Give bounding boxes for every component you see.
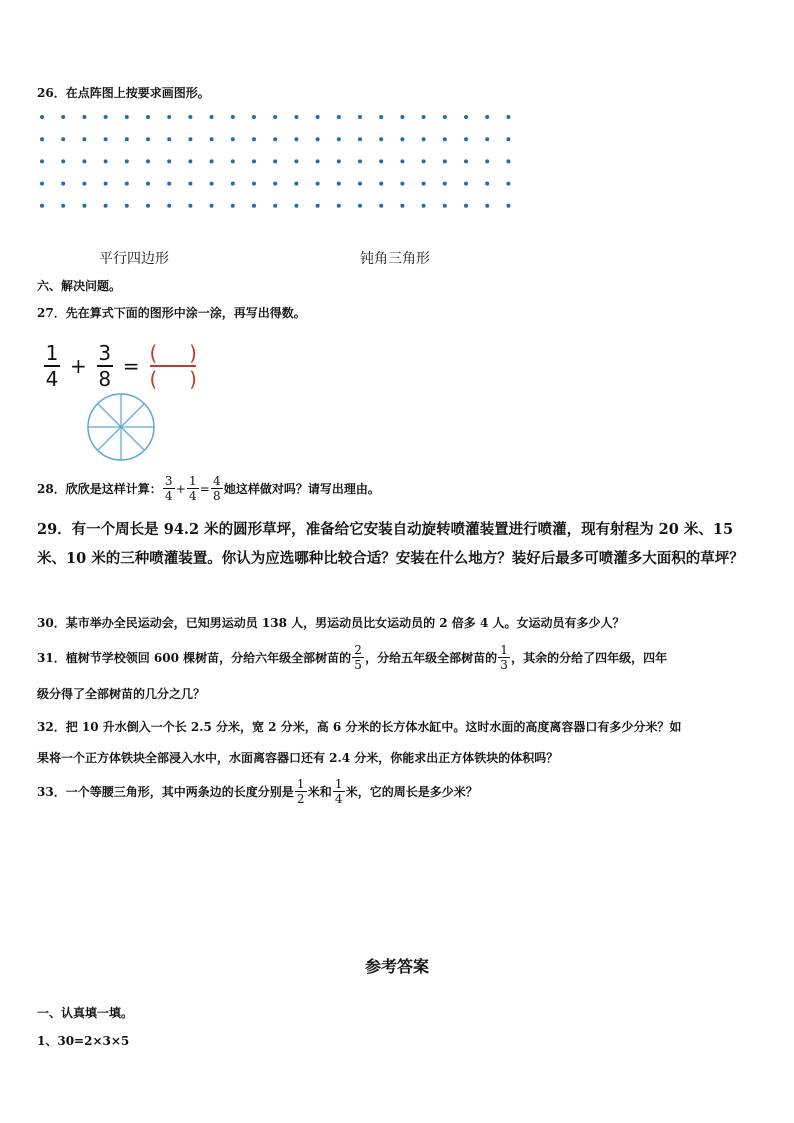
q27-fraction-1: [44, 343, 60, 389]
q31-part2: ，分给五年级全部树苗的: [365, 651, 498, 665]
grid-dot[interactable]: [294, 115, 298, 119]
grid-dot[interactable]: [400, 137, 404, 141]
grid-dot[interactable]: [125, 182, 129, 186]
grid-dot[interactable]: [231, 115, 235, 119]
grid-dot[interactable]: [316, 137, 320, 141]
grid-dot[interactable]: [40, 182, 44, 186]
grid-dot[interactable]: [422, 204, 426, 208]
q28-plus: +: [175, 481, 186, 496]
q33-part1: 33．一个等腰三角形，其中两条边的长度分别是: [37, 785, 294, 799]
q31-fraction-a: $\frac{2}{5}$: [353, 644, 363, 671]
grid-dot[interactable]: [167, 137, 171, 141]
q28-fraction-a: $\frac{3}{4}$: [164, 475, 174, 502]
q27-blank-numerator: ( ): [149, 341, 197, 365]
q27-equals: =: [122, 354, 140, 378]
grid-dot[interactable]: [294, 159, 298, 163]
q27-f1-numerator: 1: [45, 341, 59, 365]
grid-dot[interactable]: [464, 115, 468, 119]
grid-dot[interactable]: [104, 115, 108, 119]
q27-answer-blank[interactable]: [150, 343, 197, 389]
q28-fraction-c: $\frac{4}{8}$: [212, 475, 222, 502]
question-31-line2: 级分得了全部树苗的几分之几？: [37, 687, 206, 701]
grid-dot[interactable]: [82, 137, 86, 141]
grid-dot[interactable]: [485, 182, 489, 186]
grid-dot[interactable]: [188, 204, 192, 208]
grid-dot[interactable]: [422, 159, 426, 163]
grid-dot[interactable]: [358, 137, 362, 141]
q27-plus: +: [70, 354, 87, 378]
q28-equals: =: [199, 481, 210, 496]
grid-dot[interactable]: [464, 182, 468, 186]
grid-dot[interactable]: [252, 204, 256, 208]
grid-dot[interactable]: [82, 159, 86, 163]
grid-dot[interactable]: [188, 182, 192, 186]
grid-dot[interactable]: [400, 204, 404, 208]
grid-dot[interactable]: [506, 159, 510, 163]
q33-fraction-b: $\frac{1}{4}$: [334, 778, 344, 805]
grid-dot[interactable]: [316, 204, 320, 208]
question-30: 30．某市举办全民运动会，已知男运动员 138 人，男运动员比女运动员的 2 倍多 4 人。女运动员有多少人？: [37, 616, 625, 630]
grid-dot[interactable]: [125, 204, 129, 208]
grid-dot[interactable]: [485, 115, 489, 119]
grid-dot[interactable]: [294, 182, 298, 186]
grid-dot[interactable]: [61, 115, 65, 119]
grid-dot[interactable]: [210, 115, 214, 119]
grid-dot[interactable]: [443, 182, 447, 186]
grid-dot[interactable]: [146, 182, 150, 186]
grid-dot[interactable]: [443, 137, 447, 141]
grid-dot[interactable]: [82, 115, 86, 119]
grid-dot[interactable]: [400, 115, 404, 119]
question-29: 29．有一个周长是 94.2 米的圆形草坪，准备给它安装自动旋转喷灌装置进行喷灌，现有射程为 20 米、15 米、10 米的三种喷灌装置。你认为应选哪种比较合适？安装在什么地方？装好后最多可喷灌多大面积的草坪？: [37, 521, 744, 567]
grid-dot[interactable]: [210, 182, 214, 186]
grid-dot[interactable]: [485, 137, 489, 141]
grid-dot[interactable]: [443, 204, 447, 208]
q27-f1-denominator: 4: [45, 367, 59, 391]
grid-dot[interactable]: [316, 115, 320, 119]
grid-dot[interactable]: [379, 182, 383, 186]
q33-part3: 米，它的周长是多少米？: [345, 785, 478, 799]
grid-dot[interactable]: [61, 204, 65, 208]
q31-fraction-b: $\frac{1}{3}$: [499, 644, 509, 671]
grid-dot[interactable]: [400, 182, 404, 186]
q28-fraction-b: $\frac{1}{4}$: [188, 475, 198, 502]
grid-dot[interactable]: [125, 159, 129, 163]
grid-dot[interactable]: [316, 182, 320, 186]
grid-dot[interactable]: [337, 182, 341, 186]
grid-dot[interactable]: [104, 204, 108, 208]
question-28: [37, 475, 380, 502]
grid-dot[interactable]: [358, 204, 362, 208]
dot-grid: [0, 0, 794, 260]
grid-dot[interactable]: [273, 115, 277, 119]
grid-dot[interactable]: [273, 137, 277, 141]
grid-dot[interactable]: [61, 159, 65, 163]
grid-dot[interactable]: [167, 159, 171, 163]
grid-dot[interactable]: [464, 137, 468, 141]
grid-dot[interactable]: [506, 182, 510, 186]
grid-dot[interactable]: [252, 115, 256, 119]
q33-fraction-a: $\frac{1}{2}$: [296, 778, 306, 805]
grid-dot[interactable]: [40, 115, 44, 119]
q31-part1: 31．植树节学校领回 600 棵树苗，分给六年级全部树苗的: [37, 651, 352, 665]
grid-dot[interactable]: [125, 137, 129, 141]
grid-dot[interactable]: [316, 159, 320, 163]
grid-dot[interactable]: [337, 159, 341, 163]
grid-dot[interactable]: [146, 159, 150, 163]
grid-dot[interactable]: [146, 115, 150, 119]
grid-dot[interactable]: [358, 182, 362, 186]
question-32-line2: 果将一个正方体铁块全部浸入水中，水面离容器口还有 2.4 分米，你能求出正方体铁块的体积吗？: [37, 751, 559, 765]
answer-1: 1、30=2×3×5: [37, 1034, 130, 1048]
q27-fraction-2: [97, 343, 113, 389]
grid-dot[interactable]: [379, 137, 383, 141]
grid-dot[interactable]: [273, 159, 277, 163]
grid-dot[interactable]: [400, 159, 404, 163]
grid-dot[interactable]: [464, 159, 468, 163]
grid-dot[interactable]: [167, 115, 171, 119]
grid-dot[interactable]: [252, 182, 256, 186]
grid-dot[interactable]: [61, 182, 65, 186]
grid-dot[interactable]: [40, 204, 44, 208]
grid-dot[interactable]: [337, 115, 341, 119]
q27-f2-denominator: 8: [98, 367, 112, 391]
grid-dot[interactable]: [104, 182, 108, 186]
grid-dot[interactable]: [61, 137, 65, 141]
label-parallelogram: 平行四边形: [99, 251, 169, 267]
q28-prefix: 28．欣欣是这样计算：: [37, 482, 162, 496]
grid-dot[interactable]: [188, 159, 192, 163]
grid-dot[interactable]: [443, 115, 447, 119]
grid-dot[interactable]: [104, 137, 108, 141]
grid-dot[interactable]: [40, 137, 44, 141]
grid-dot[interactable]: [40, 159, 44, 163]
grid-dot[interactable]: [231, 182, 235, 186]
grid-dot[interactable]: [273, 204, 277, 208]
grid-dot[interactable]: [167, 204, 171, 208]
grid-dot[interactable]: [294, 137, 298, 141]
grid-dot[interactable]: [506, 204, 510, 208]
grid-dot[interactable]: [252, 159, 256, 163]
q27-expression: [44, 343, 197, 389]
grid-dot[interactable]: [231, 204, 235, 208]
label-obtuse-triangle: 钝角三角形: [360, 251, 430, 267]
grid-dot[interactable]: [82, 182, 86, 186]
grid-dot[interactable]: [231, 137, 235, 141]
q27-circle-diagram[interactable]: [86, 392, 156, 462]
q33-part2: 米和: [307, 785, 332, 799]
grid-dot[interactable]: [294, 204, 298, 208]
grid-dot[interactable]: [146, 137, 150, 141]
grid-dot[interactable]: [379, 204, 383, 208]
grid-dot[interactable]: [379, 159, 383, 163]
grid-dot[interactable]: [188, 115, 192, 119]
grid-dot[interactable]: [82, 204, 86, 208]
grid-dot[interactable]: [188, 137, 192, 141]
question-27: 27．先在算式下面的图形中涂一涂，再写出得数。: [37, 306, 306, 320]
answer-title: 参考答案: [364, 957, 429, 976]
q27-blank-denominator: ( ): [149, 367, 197, 391]
grid-dot[interactable]: [358, 115, 362, 119]
grid-dot[interactable]: [506, 137, 510, 141]
grid-dot[interactable]: [422, 137, 426, 141]
grid-dot[interactable]: [273, 182, 277, 186]
grid-dot[interactable]: [422, 182, 426, 186]
grid-dot[interactable]: [210, 159, 214, 163]
q28-suffix: 她这样做对吗？请写出理由。: [223, 482, 380, 496]
q31-part3: ，其余的分给了四年级，四年: [511, 651, 668, 665]
grid-dot[interactable]: [464, 204, 468, 208]
grid-dot[interactable]: [379, 115, 383, 119]
section-heading-6: 六、解决问题。: [37, 279, 122, 293]
q27-f2-numerator: 3: [98, 341, 112, 365]
grid-dot[interactable]: [443, 159, 447, 163]
grid-dot[interactable]: [337, 204, 341, 208]
grid-dot[interactable]: [125, 115, 129, 119]
grid-dot[interactable]: [252, 137, 256, 141]
grid-dot[interactable]: [358, 159, 362, 163]
grid-dot[interactable]: [231, 159, 235, 163]
grid-dot[interactable]: [167, 182, 171, 186]
grid-dot[interactable]: [337, 137, 341, 141]
grid-dot[interactable]: [422, 115, 426, 119]
grid-dot[interactable]: [210, 137, 214, 141]
grid-dot[interactable]: [104, 159, 108, 163]
grid-dot[interactable]: [146, 204, 150, 208]
grid-dot[interactable]: [210, 204, 214, 208]
question-26: 26．在点阵图上按要求画图形。: [37, 86, 210, 100]
question-33: [37, 778, 478, 805]
answer-section-1: 一、认真填一填。: [37, 1006, 134, 1020]
question-32-line1: 32．把 10 升水倒入一个长 2.5 分米，宽 2 分米，高 6 分米的长方体水缸中。这时水面的高度离容器口有多少分米？如: [37, 720, 682, 734]
grid-dot[interactable]: [485, 204, 489, 208]
grid-dot[interactable]: [485, 159, 489, 163]
grid-dot[interactable]: [506, 115, 510, 119]
circle-dividers: [88, 394, 154, 460]
question-31-line1: [37, 644, 667, 671]
